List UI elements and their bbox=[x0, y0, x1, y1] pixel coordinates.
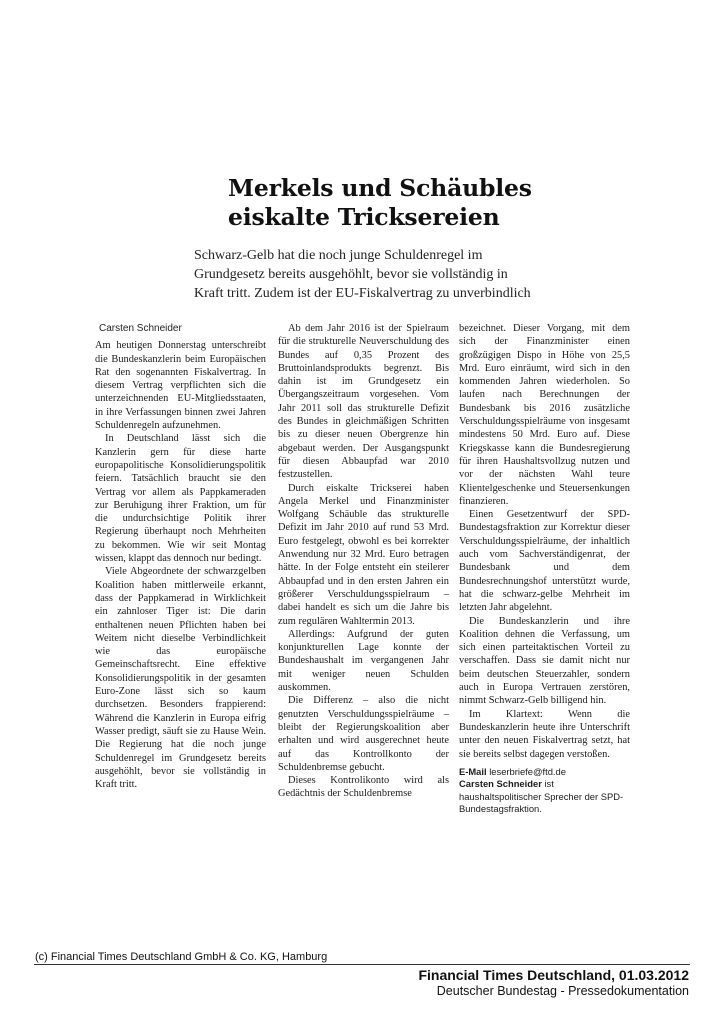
subheadline-line: Kraft tritt. Zudem ist der EU-Fiskalvertrag zu unverbindlich bbox=[194, 286, 531, 301]
copyright-notice: (c) Financial Times Deutschland GmbH & Co. KG, Hamburg bbox=[35, 951, 328, 963]
author-name: Carsten Schneider bbox=[459, 778, 542, 790]
footer-divider bbox=[34, 964, 690, 965]
subheadline-line: Grundgesetz bereits ausgehöhlt, bevor sie vollständig in bbox=[194, 267, 508, 282]
paragraph: Einen Gesetzentwurf der SPD-Bundestagsfraktion zur Korrektur dieser Verschuldungsspielräume, der inhaltlich auch vom Sachverständigenrat, der Bundesbank und dem Bundesrechnungshof unterstützt wurde, hat die schwarz-gelbe Mehrheit im letzten Jahr abgelehnt. bbox=[459, 509, 630, 614]
paragraph: bezeichnet. Dieser Vorgang, mit dem sich der Finanzminister einen großzügigen Dispo in Höhe von 25,5 Mrd. Euro einräumt, wird sich in den kommenden Jahren wiederholen. So laufen nach Berechnungen der Bundesbank bis 2016 zusätzliche Verschuldungsspielräume von insgesamt mindestens 50 Mrd. Euro auf. Diese Kriegskasse kann die Bundesregierung für ihren Haushaltsvollzug nutzen und vor der nächsten Wahl teure Klientelgeschenke und Steuersenkungen finanzieren. bbox=[459, 323, 630, 507]
paragraph: In Deutschland lässt sich die Kanzlerin gern für diese harte europapolitische Konsolidierungspolitik feiern. Tatsächlich braucht sie den Vertrag vor allem als Pappkameraden zur Beruhigung ihrer Fraktion, um für die undurchsichtige Politik ihrer Regierung überhaupt noch Mehrheiten zu bekommen. Wie wir seit Montag wissen, klappt das dennoch nur bedingt. bbox=[95, 433, 266, 565]
article-column-1 bbox=[95, 322, 266, 791]
article-headline bbox=[228, 174, 568, 232]
paragraph: Dieses Kontrolikonto wird als Gedächtnis der Schuldenbremse bbox=[278, 775, 449, 800]
paragraph: Viele Abgeordnete der schwarzgelben Koalition haben mittlerweile erkannt, dass der Pappkamerad in Wirklichkeit ein zahnloser Tiger ist: Die darin enthaltenen neuen Pflichten haben bei Weitem nicht dieselbe Verbindlichkeit wie das europäische Gemeinschaftsrecht. Eine effektive Konsolidierungspolitik in der gesamten Euro-Zone lässt sich so kaum durchsetzen. Besonders frappierend: Während die Kanzlerin in Europa eifrig Wasser predigt, säuft sie zu Hause Wein. Die Regierung hat die noch junge Schuldenregel im Grundgesetz bereits ausgehöhlt, bevor sie vollständig in Kraft tritt. bbox=[95, 566, 266, 791]
headline-line: Merkels und Schäubles bbox=[228, 174, 532, 202]
paragraph: Im Klartext: Wenn die Bundeskanzlerin heute ihre Unterschrift unter den neuen Fiskalvertrag setzt, hat sie bereits selbst dagegen verstoßen. bbox=[459, 708, 630, 760]
paragraph: Am heutigen Donnerstag unterschreibt die Bundeskanzlerin beim Europäischen Rat den sogenannten Fiskalvertrag. In diesem Vertrag verpflichten sich die unterzeichnenden EU-Mitgliedsstaaten, in ihre Verfassungen binnen zwei Jahren Schuldenregeln aufzunehmen. bbox=[95, 340, 266, 432]
email-link[interactable]: leserbriefe@ftd.de bbox=[489, 765, 566, 777]
subheadline-line: Schwarz-Gelb hat die noch junge Schuldenregel im bbox=[194, 248, 483, 263]
article-column-2 bbox=[278, 322, 449, 801]
article-column-3 bbox=[459, 322, 630, 815]
paragraph: Die Differenz – also die nicht genutzten Verschuldungsspielräume – bleibt der Regierungskoalition aber erhalten und wird ausgerechnet heute auf das Kontrollkonto der Schuldenbremse gebucht. bbox=[278, 695, 449, 773]
publication-date: Financial Times Deutschland, 01.03.2012 bbox=[418, 967, 689, 983]
author-description: ist haushaltspolitischer Sprecher der SPD-Bundestagsfraktion. bbox=[459, 778, 624, 815]
documentation-source: Deutscher Bundestag - Pressedokumentation bbox=[436, 984, 689, 998]
paragraph: Die Bundeskanzlerin und ihre Koalition dehnen die Verfassung, um sich einen parteitaktischen Vorteil zu verschaffen. Dass sie damit nicht nur beim deutschen Steuerzahler, sondern auch in Europa Vertrauen zerstören, nimmt Schwarz-Gelb billigend hin. bbox=[459, 615, 630, 707]
email-label: E-Mail bbox=[459, 765, 487, 777]
author-byline: Carsten Schneider bbox=[99, 323, 182, 334]
headline-line: eiskalte Tricksereien bbox=[228, 203, 500, 231]
article-subheadline bbox=[194, 246, 554, 303]
paragraph: Ab dem Jahr 2016 ist der Spielraum für die strukturelle Neuverschuldung des Bundes auf 0,35 Prozent des Bruttoinlandsprodukts begrenzt. Bis dahin ist im Grundgesetz ein Übergangszeitraum vorgesehen. Vom Jahr 2011 soll das strukturelle Defizit des Bundes in gleichmäßigen Schritten bis zu dieser neuen Obergrenze hin abgebaut werden. Der Ausgangspunkt für diesen Abbaupfad war 2010 festzustellen. bbox=[278, 323, 449, 481]
paragraph: Durch eiskalte Trickserei haben Angela Merkel und Finanzminister Wolfgang Schäuble das strukturelle Defizit im Jahr 2010 auf rund 53 Mrd. Euro festgelegt, obwohl es bei korrekter Anwendung nur 32 Mrd. Euro betragen hätte. In der Folge entsteht ein steilerer Abbaupfad und in den ersten Jahren ein größerer Verschuldungsspielraum – dabei handelt es sich um die Jahre bis zum regulären Wahltermin 2013. bbox=[278, 482, 449, 627]
author-contact-box bbox=[459, 766, 630, 816]
source-block bbox=[418, 967, 689, 999]
paragraph: Allerdings: Aufgrund der guten konjunkturellen Lage konnte der Bundeshaushalt im vergangenen Jahr mit weniger neuen Schulden auskommen. bbox=[278, 628, 449, 694]
